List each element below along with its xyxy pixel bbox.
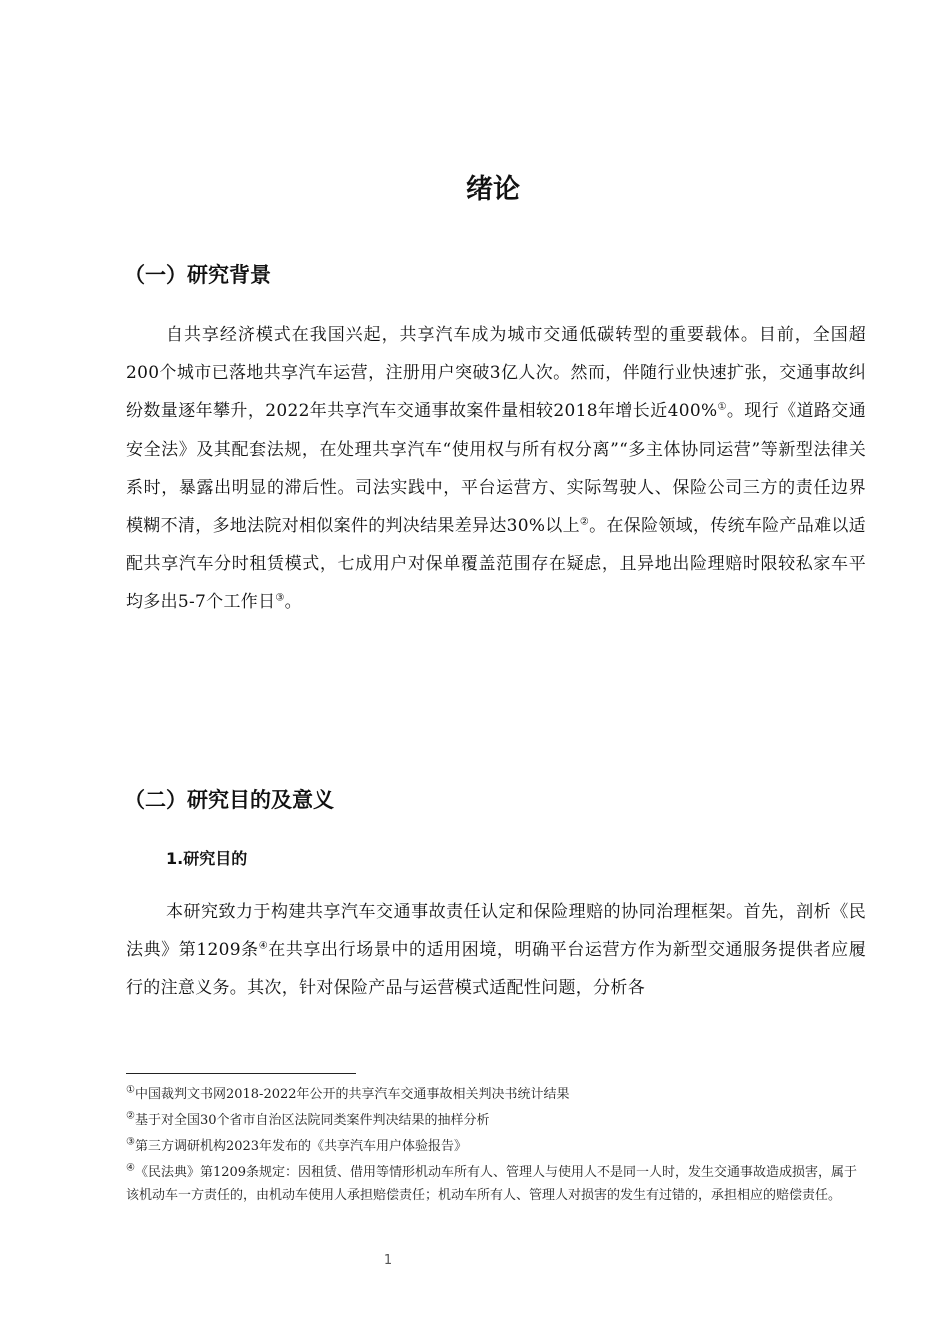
footnote-mark: ③	[126, 1136, 135, 1148]
footnote-4	[126, 1161, 866, 1207]
section-heading-purpose: （二）研究目的及意义	[124, 788, 334, 812]
page-number: 1	[383, 1253, 393, 1268]
footnote-text: 基于对全国30个省市自治区法院同类案件判决结果的抽样分析	[134, 1113, 490, 1128]
footnote-1	[126, 1083, 866, 1106]
paragraph-background	[126, 316, 866, 622]
subsection-heading-purpose: 1.研究目的	[166, 849, 248, 868]
footnote-ref-1[interactable]: ①	[717, 401, 727, 413]
footnote-mark: ②	[126, 1110, 135, 1122]
footnote-text: 《民法典》第1209条规定：因租赁、借用等情形机动车所有人、管理人与使用人不是同一人时，发生交通事故造成损害，属于该机动车一方责任的，由机动车使用人承担赔偿责任；机动车所有人、管理人对损害的发生有过错的，承担相应的赔偿责任。	[126, 1165, 858, 1203]
footnote-3	[126, 1135, 866, 1158]
paragraph-text: 。在保险领域，传统车险产品难以适配共享汽车分时租赁模式，七成用户对保单覆盖范围存在疑虑，且异地出险理赔时限较私家车平均多出5-7个工作日	[126, 516, 866, 613]
paragraph-text: 本研究致力于构建共享汽车交通事故责任认定和保险理赔的协同治理框架。首先，剖析《民法典》第1209条	[126, 902, 866, 961]
section-heading-background: （一）研究背景	[124, 263, 271, 287]
footnote-ref-3[interactable]: ③	[275, 592, 285, 604]
footnote-text: 中国裁判文书网2018-2022年公开的共享汽车交通事故相关判决书统计结果	[134, 1087, 570, 1102]
footnote-ref-2[interactable]: ②	[579, 516, 590, 528]
footnote-2	[126, 1109, 866, 1132]
footnote-mark: ①	[126, 1084, 135, 1096]
footnote-separator	[126, 1073, 356, 1074]
footnote-text: 第三方调研机构2023年发布的《共享汽车用户体验报告》	[134, 1139, 468, 1154]
footnote-ref-4[interactable]: ④	[258, 940, 269, 952]
page-title: 绪论	[466, 174, 520, 205]
paragraph-text: 。	[284, 592, 302, 613]
paragraph-text: 。现行《道路交通安全法》及其配套法规，在处理共享汽车“使用权与所有权分离”“多主体协同运营”等新型法律关系时，暴露出明显的滞后性。司法实践中，平台运营方、实际驾驶人、保险公司三方的责任边界模糊不清，多地法院对相似案件的判决结果差异达30%以上	[126, 401, 867, 537]
paragraph-text: 在共享出行场景中的适用困境，明确平台运营方作为新型交通服务提供者应履行的注意义务。其次，针对保险产品与运营模式适配性问题，分析各	[126, 940, 867, 999]
paragraph-purpose	[126, 893, 866, 1008]
footnote-mark: ④	[126, 1162, 135, 1174]
paragraph-text: 自共享经济模式在我国兴起，共享汽车成为城市交通低碳转型的重要载体。目前，全国超200个城市已落地共享汽车运营，注册用户突破3亿人次。然而，伴随行业快速扩张，交通事故纠纷数量逐年攀升，2022年共享汽车交通事故案件量相较2018年增长近400%	[126, 325, 866, 422]
